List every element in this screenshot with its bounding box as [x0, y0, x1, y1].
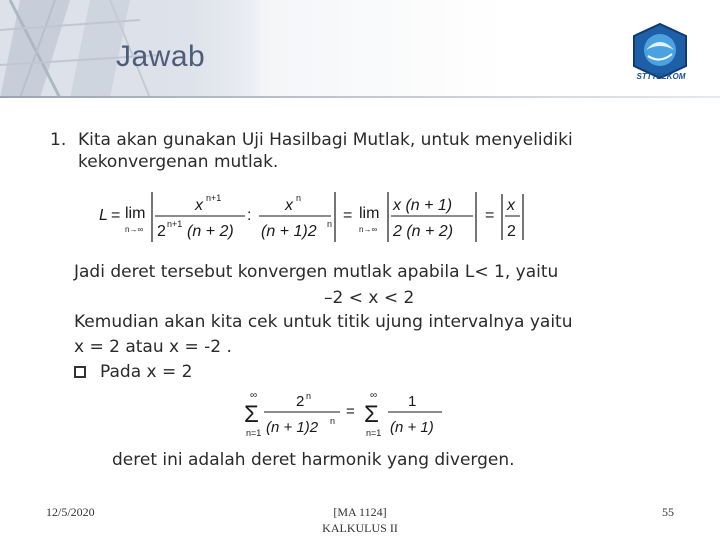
footer-date: 12/5/2020	[46, 505, 95, 519]
series-den1-sup: n	[330, 416, 336, 426]
slide-title: Jawab	[116, 40, 206, 73]
formula-num1: x	[195, 197, 203, 214]
series-den1: (n + 1)2	[266, 419, 319, 436]
formula-den3: 2 (n + 2)	[393, 223, 454, 240]
formula-den2-sup: n	[327, 219, 333, 229]
checkbox-bullet-icon	[74, 366, 86, 378]
series-den2: (n + 1)	[390, 419, 434, 436]
series-formula	[240, 388, 450, 444]
formula-eq1: =	[111, 207, 121, 224]
series-num1: 2	[296, 393, 305, 410]
formula-num4: x	[507, 197, 515, 214]
para-line4: x = 2 atau x = -2 .	[74, 337, 232, 357]
footer-course-name: KALKULUS II	[322, 521, 398, 535]
formula-den1-tail: (n + 2)	[187, 223, 234, 240]
formula-lim1: lim	[125, 205, 146, 222]
formula-lim1-sub: n→∞	[125, 225, 144, 234]
formula-eq3: =	[485, 207, 495, 224]
para-line1: Jadi deret tersebut konvergen mutlak apabila L< 1, yaitu	[74, 262, 559, 282]
formula-num2-sup: n	[296, 193, 302, 203]
item-text-line1: Kita akan gunakan Uji Hasilbagi Mutlak, untuk menyelidiki	[78, 130, 573, 150]
formula-num2: x	[285, 197, 293, 214]
logo-text: STTTELKOM	[636, 72, 686, 81]
formula-den2: (n + 1)2	[261, 223, 317, 240]
series-num1-sup: n	[306, 391, 312, 401]
formula-lim2-sub: n→∞	[359, 225, 378, 234]
series-eq: =	[346, 403, 355, 420]
footer-page-number: 55	[662, 505, 674, 519]
formula-eq2: =	[343, 207, 353, 224]
ratio-test-formula	[95, 186, 535, 248]
bullet-item	[74, 362, 192, 382]
para-line3: Kemudian akan kita cek untuk titik ujung intervalnya yaitu	[74, 312, 573, 332]
sum2-top: ∞	[370, 390, 378, 401]
sum1-sigma-icon: Σ	[244, 401, 259, 428]
formula-den1-sup: n+1	[167, 219, 183, 229]
sum1-bottom: n=1	[246, 428, 262, 438]
formula-num3: x (n + 1)	[393, 197, 453, 214]
formula-colon: :	[247, 207, 252, 224]
conclusion-text: deret ini adalah deret harmonik yang divergen.	[112, 450, 515, 470]
formula-num1-sup: n+1	[206, 193, 222, 203]
sum2-bottom: n=1	[366, 428, 382, 438]
sum1-top: ∞	[250, 390, 258, 401]
formula-den4: 2	[507, 223, 516, 240]
footer-course	[300, 504, 420, 536]
item-text-line2: kekonvergenan mutlak.	[78, 152, 279, 172]
formula-lim2: lim	[359, 205, 380, 222]
formula-den1: 2	[157, 223, 166, 240]
item-number: 1.	[50, 130, 67, 150]
para-line2: –2 < x < 2	[324, 288, 415, 308]
sum2-sigma-icon: Σ	[364, 401, 379, 428]
bullet-text: Pada x = 2	[100, 362, 193, 382]
formula-L: L	[99, 207, 108, 224]
series-num2: 1	[408, 393, 417, 410]
footer-course-code: [MA 1124]	[333, 505, 387, 519]
